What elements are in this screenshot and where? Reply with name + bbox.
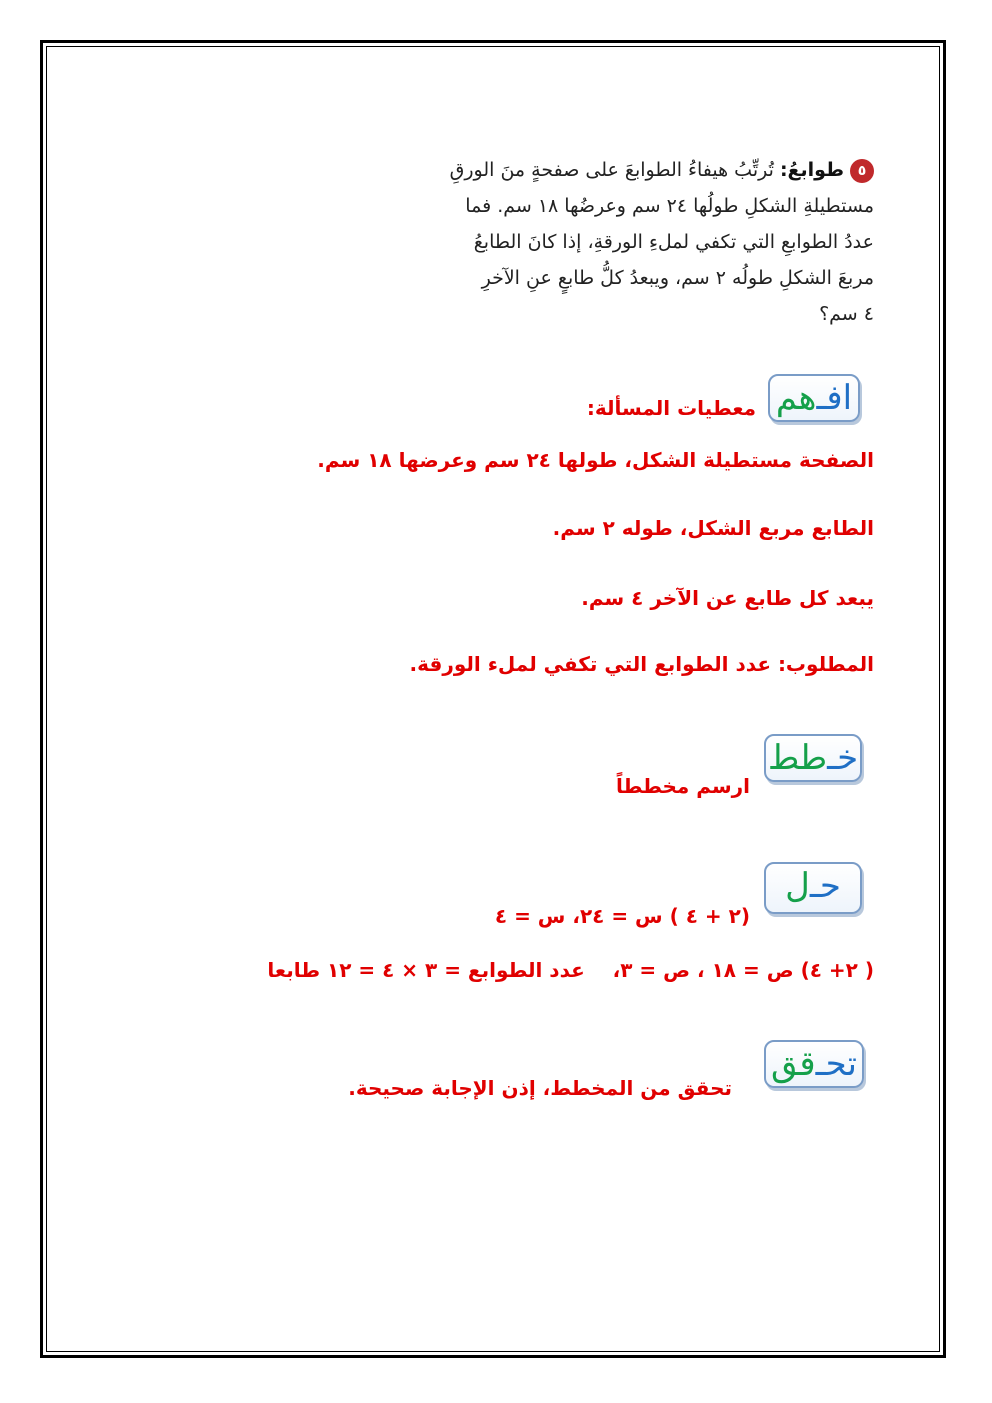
problem-text-line: تُرتِّبُ هيفاءُ الطوابعَ على صفحةٍ منَ الورقِ: [449, 159, 774, 181]
problem-text-line: عددُ الطوابعِ التي تكفي لملءِ الورقةِ، إذا كانَ الطابعُ: [473, 231, 874, 253]
plan-label-part1: خـ: [827, 738, 859, 778]
check-label-box: [764, 1040, 864, 1088]
solve-label-part2: ل: [785, 866, 810, 906]
problem-line-1: [334, 152, 874, 188]
plan-label-part2: طط: [767, 738, 828, 778]
solve-label-box: [764, 862, 862, 914]
solve-label-part1: حـ: [809, 866, 841, 906]
plan-text: ارسم مخططاً: [616, 774, 750, 798]
problem-number-badge: ٥: [850, 159, 874, 183]
problem-text-line: مربعَ الشكلِ طولُه ٢ سم، ويبعدُ كلُّ طابعٍ عنِ الآخرِ: [481, 267, 874, 289]
check-label-part1: تحـ: [815, 1044, 857, 1084]
problem-statement: [334, 152, 874, 332]
check-label-part2: قق: [771, 1044, 816, 1084]
plan-label-box: [764, 734, 862, 782]
problem-keyword: طوابعُ:: [779, 159, 844, 181]
fact-line: المطلوب: عدد الطوابع التي تكفي لملء الورقة.: [409, 652, 874, 676]
fact-line: الصفحة مستطيلة الشكل، طولها ٢٤ سم وعرضها ١٨ سم.: [317, 448, 874, 472]
problem-text-line: ٤ سم؟: [819, 303, 874, 325]
solve-equation-line-2: ( ٢+ ٤) ص = ١٨ ، ص = ٣، عدد الطوابع = ٣ × ٤ = ١٢ طابعا: [267, 958, 874, 982]
understand-label-box: [768, 374, 860, 422]
solve-equation-line-1: (٢ + ٤ ) س = ٢٤، س = ٤: [494, 904, 750, 928]
fact-line: يبعد كل طابع عن الآخر ٤ سم.: [581, 586, 874, 610]
fact-line: الطابع مربع الشكل، طوله ٢ سم.: [552, 516, 874, 540]
problem-text-line: مستطيلةِ الشكلِ طولُها ٢٤ سم وعرضُها ١٨ سم. فما: [465, 195, 874, 217]
check-text: تحقق من المخطط، إذن الإجابة صحيحة.: [348, 1076, 732, 1100]
understand-label-part2: هم: [775, 378, 817, 418]
understand-label-part1: افـ: [816, 378, 853, 418]
understand-heading: معطيات المسألة:: [586, 396, 756, 420]
